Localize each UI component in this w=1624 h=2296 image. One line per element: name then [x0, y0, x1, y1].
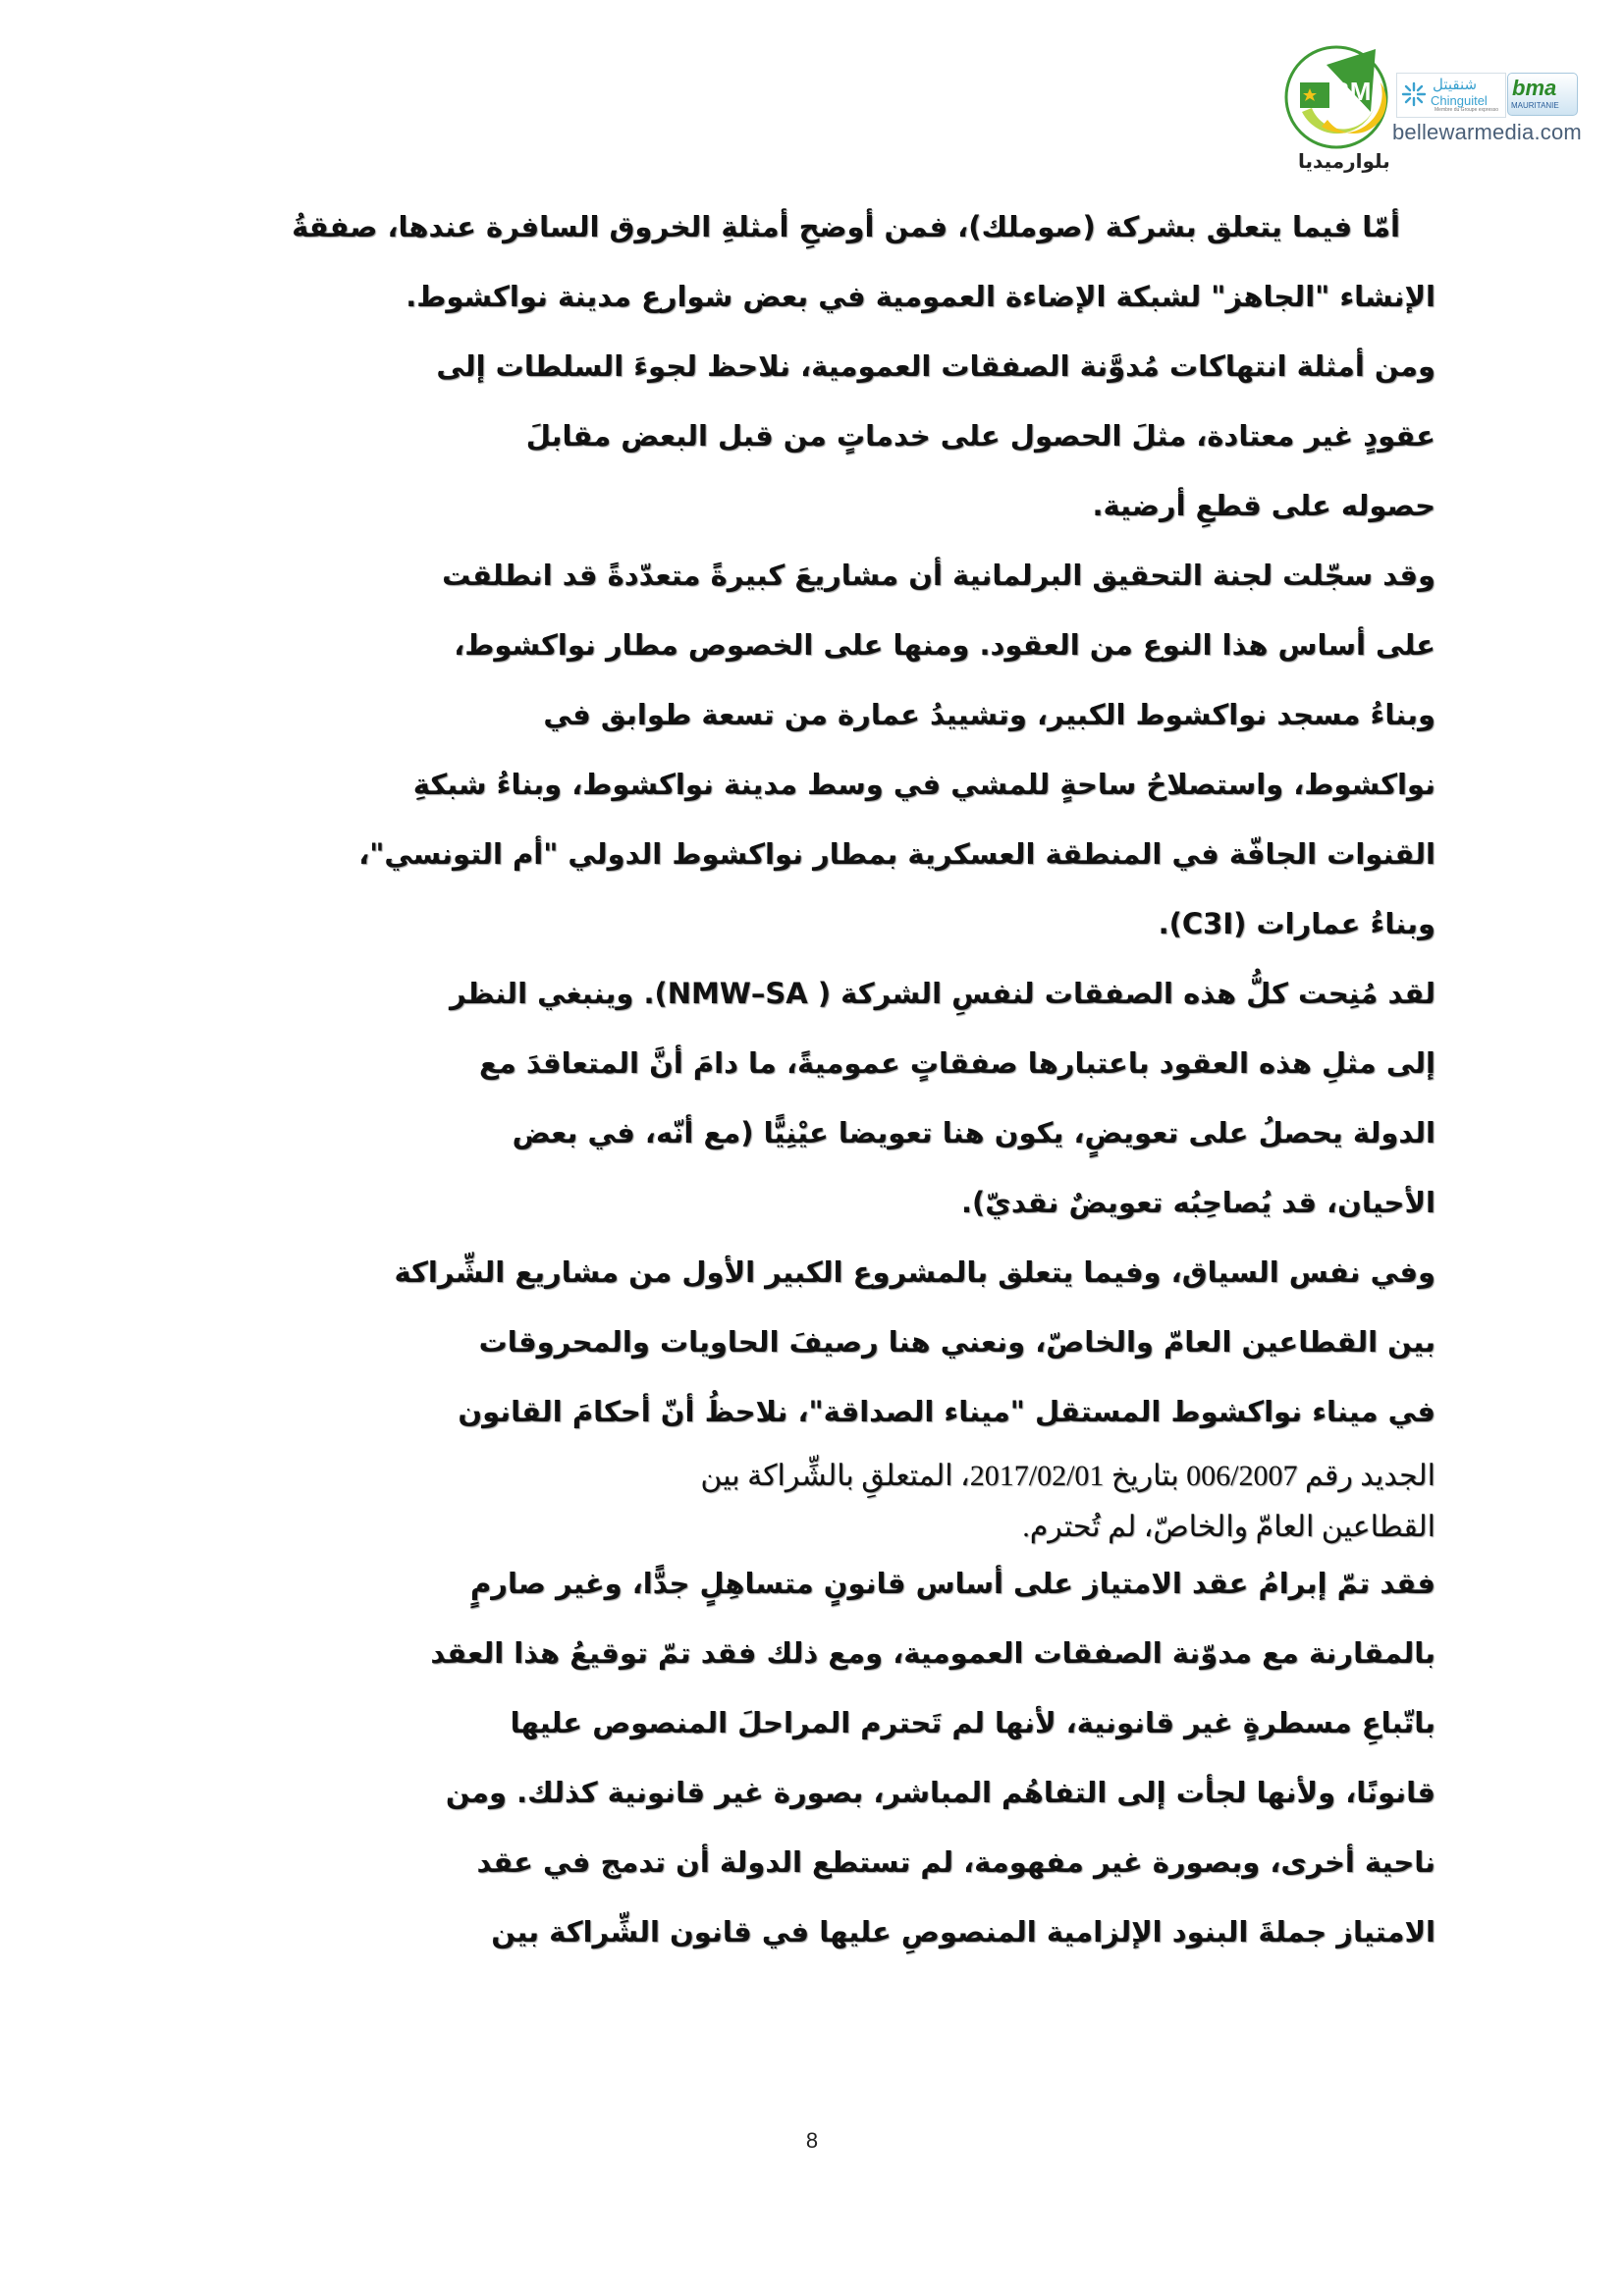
text-line: وبناءُ عمارات (C3I).	[1158, 907, 1435, 940]
chinguitel-latin: Chinguitel	[1431, 93, 1488, 108]
text-line: الدولة يحصلُ على تعويضٍ، يكون هنا تعويضا عيْنِيًّا (مع أنّه، في بعض	[512, 1116, 1435, 1149]
logo-initials: BM	[1331, 77, 1372, 106]
text-line: الإنشاء "الجاهز" لشبكة الإضاءة العمومية في بعض شوارع مدينة نواكشوط.	[406, 280, 1435, 313]
text-line: بالمقارنة مع مدوّنة الصفقات العمومية، ومع ذلك فقد تمّ توقيعُ هذا العقد	[430, 1636, 1435, 1670]
text-line: القنوات الجافّة في المنطقة العسكرية بمطار نواكشوط الدولي "أم التونسي"،	[358, 837, 1435, 871]
text-line: لقد مُنِحت كلُّ هذه الصفقات لنفسِ الشركة ( NMW–SA). وينبغي النظر	[450, 977, 1435, 1010]
text-line: في ميناء نواكشوط المستقل "ميناء الصداقة"، نلاحظُ أنّ أحكامَ القانون	[458, 1395, 1435, 1428]
text-line: الأحيان، قد يُصاحِبُه تعويضٌ نقديّ).	[961, 1186, 1435, 1219]
chinguitel-logo	[1396, 73, 1506, 118]
text-line: باتّباعِ مسطرةٍ غير قانونية، لأنها لم تَحترم المراحلَ المنصوص عليها	[510, 1706, 1435, 1739]
page-number: 8	[805, 2128, 819, 2153]
text-line: أمّا فيما يتعلق بشركة (صوملك)، فمن أوضحِ أمثلةِ الخروق السافرة عندها، صفقةُ	[292, 210, 1400, 243]
text-line: ناحية أخرى، وبصورة غير مفهومة، لم تستطع الدولة أن تدمج في عقد	[476, 1845, 1435, 1879]
text-line: قانونًا، ولأنها لجأت إلى التفاهُم المباشر، بصورة غير قانونية كذلك. ومن	[445, 1776, 1435, 1809]
text-line: الجديد رقم 006/2007 بتاريخ 2017/02/01، المتعلقِ بالشِّراكة بين	[700, 1460, 1435, 1492]
text-line: حصوله على قطعِ أرضية.	[1092, 489, 1435, 522]
logo-caption: بلوارميديا	[1298, 149, 1390, 173]
text-line: الامتياز جملةَ البنود الإلزامية المنصوصِ عليها في قانون الشِّراكة بين	[491, 1915, 1435, 1949]
text-line: إلى مثلِ هذه العقود باعتبارها صفقاتٍ عموميةً، ما دامَ أنَّ المتعاقدَ مع	[479, 1046, 1435, 1080]
chinguitel-arabic: شنقيتل	[1433, 76, 1478, 93]
text-line: وفي نفس السياق، وفيما يتعلق بالمشروع الكبير الأول من مشاريع الشِّراكة	[394, 1255, 1435, 1289]
bma-wordmark: bma	[1512, 76, 1557, 100]
text-line: نواكشوط، واستصلاحُ ساحةٍ للمشي في وسط مدينة نواكشوط، وبناءُ شبكةِ	[412, 768, 1435, 801]
text-line: عقودٍ غير معتادة، مثلَ الحصول على خدماتٍ من قبل البعض مقابلَ	[525, 419, 1435, 453]
bellewar-media-logo	[1282, 43, 1390, 151]
header-logos	[1282, 43, 1582, 173]
text-line: وبناءُ مسجد نواكشوط الكبير، وتشييدُ عمارة من تسعة طوابق في	[543, 698, 1435, 731]
text-line: ومن أمثلة انتهاكات مُدوَّنة الصفقات العمومية، نلاحظ لجوءَ السلطات إلى	[436, 349, 1435, 383]
snowflake-icon	[1401, 81, 1427, 107]
bma-logo	[1507, 73, 1578, 116]
text-line: وقد سجّلت لجنة التحقيق البرلمانية أن مشاريعَ كبيرةً متعدّدةً قد انطلقت	[442, 559, 1435, 592]
text-line: فقد تمّ إبرامُ عقد الامتياز على أساس قانونٍ متساهِلٍ جدًّا، وغير صارمٍ	[470, 1567, 1435, 1600]
text-line: القطاعين العامّ والخاصّ، لم تُحترم.	[1022, 1511, 1435, 1543]
text-line: على أساس هذا النوع من العقود. ومنها على الخصوص مطار نواكشوط،	[454, 628, 1435, 662]
site-url: bellewarmedia.com	[1392, 120, 1582, 144]
document-body	[265, 192, 1435, 1967]
text-line: بين القطاعين العامّ والخاصّ، ونعني هنا رصيفَ الحاويات والمحروقات	[478, 1325, 1435, 1359]
chinguitel-tagline: Membre du Groupe expresso	[1435, 107, 1499, 113]
bma-country: MAURITANIE	[1511, 101, 1559, 110]
